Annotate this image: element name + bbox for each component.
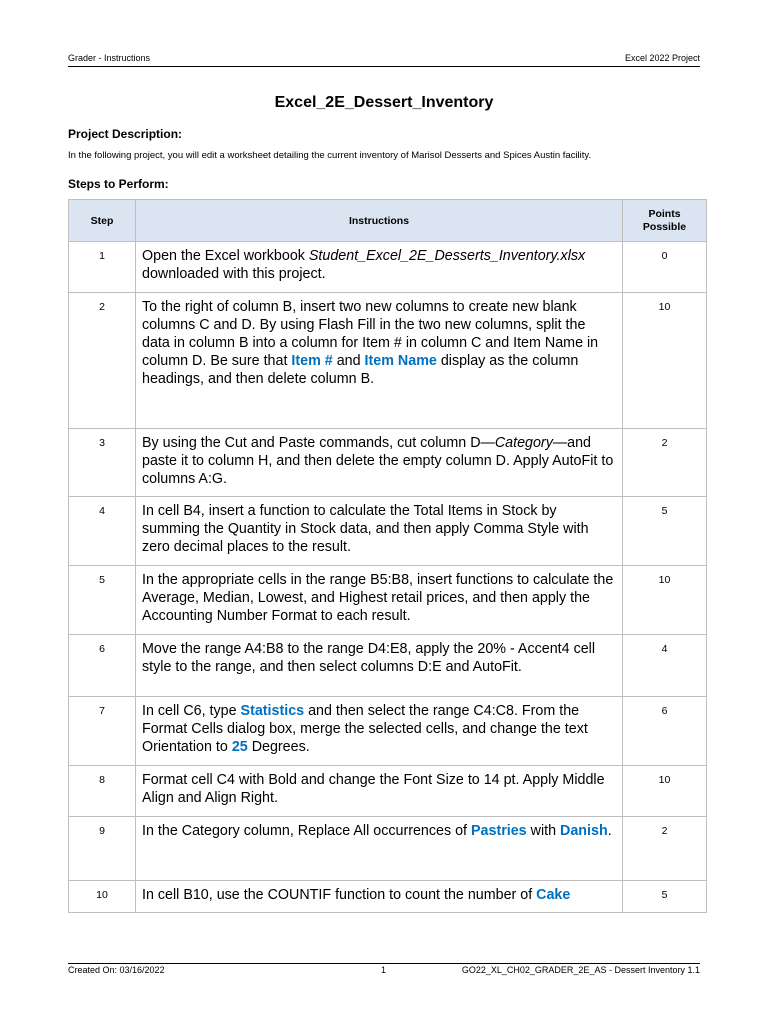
- instruction-text: Open the Excel workbook: [142, 248, 309, 264]
- instruction-text: Move the range A4:B8 to the range D4:E8, apply the 20% - Accent4 cell style to the range, and then select columns D:E and AutoFit.: [142, 641, 596, 675]
- project-description-heading: Project Description:: [68, 127, 183, 141]
- table-row: [69, 242, 707, 293]
- points-value: 5: [623, 881, 707, 913]
- instruction-text: To the right of column B, insert two new columns to create new blank columns C and D. By using Flash Fill in the two new columns, split the data in column B into a column for Item # in column C and Item Name in column D. Be sure that: [142, 299, 599, 369]
- table-row: [69, 817, 707, 881]
- step-instruction: [136, 293, 623, 429]
- emphasis-text: 25: [231, 739, 248, 755]
- step-number: 4: [69, 497, 136, 566]
- instruction-text: In the appropriate cells in the range B5:B8, insert functions to calculate the Average, Median, Lowest, and Highest retail prices, and then apply the Accounting Number Format to each result.: [142, 572, 614, 624]
- points-value: 10: [623, 766, 707, 817]
- instruction-text: In cell C6, type: [142, 703, 241, 719]
- step-instruction: [136, 697, 623, 766]
- table-row: [69, 293, 707, 429]
- table-header-row: [69, 200, 707, 242]
- emphasis-text: Statistics: [240, 703, 305, 719]
- footer-document-code: GO22_XL_CH02_GRADER_2E_AS - Dessert Inventory 1.1: [461, 965, 700, 975]
- step-instruction: [136, 635, 623, 697]
- step-number: 1: [69, 242, 136, 293]
- points-value: 4: [623, 635, 707, 697]
- step-number: 7: [69, 697, 136, 766]
- step-number: 8: [69, 766, 136, 817]
- step-number: 3: [69, 429, 136, 497]
- header-divider: [68, 66, 700, 67]
- points-value: 2: [623, 817, 707, 881]
- table-row: [69, 635, 707, 697]
- steps-table: [68, 199, 707, 913]
- footer-created-date: Created On: 03/16/2022: [68, 965, 165, 975]
- document-title: Excel_2E_Dessert_Inventory: [274, 94, 494, 111]
- instruction-text: In the Category column, Replace All occurrences of: [142, 823, 471, 839]
- step-number: 2: [69, 293, 136, 429]
- footer-divider: [68, 963, 700, 964]
- emphasis-text: Item #: [291, 353, 333, 369]
- table-row: [69, 429, 707, 497]
- header-left-text: Grader - Instructions: [68, 53, 151, 63]
- step-column-header: Step: [69, 200, 136, 242]
- table-row: [69, 697, 707, 766]
- instruction-text: In cell B10, use the COUNTIF function to count the number of: [142, 887, 537, 903]
- points-column-header: [623, 200, 707, 242]
- instruction-text: display as the column headings, and then delete column B.: [142, 353, 579, 387]
- italic-text: Category: [494, 435, 553, 451]
- step-number: 5: [69, 566, 136, 635]
- instruction-text: Format cell C4 with Bold and change the Font Size to 14 pt. Apply Middle Align and Align Right.: [142, 772, 605, 806]
- points-value: 2: [623, 429, 707, 497]
- table-row: [69, 766, 707, 817]
- project-description-text: In the following project, you will edit a worksheet detailing the current inventory of Marisol Desserts and Spices Austin facility.: [68, 150, 592, 161]
- italic-text: Student_Excel_2E_Desserts_Inventory.xlsx: [308, 248, 586, 264]
- step-instruction: [136, 429, 623, 497]
- table-row: [69, 497, 707, 566]
- instruction-text: downloaded with this project.: [142, 266, 326, 282]
- instruction-text: —and paste it to column H, and then delete the empty column D. Apply AutoFit to columns A:G.: [142, 435, 614, 487]
- points-value: 10: [623, 293, 707, 429]
- instruction-text: Degrees.: [247, 739, 310, 755]
- step-number: 10: [69, 881, 136, 913]
- emphasis-text: Cake: [536, 887, 571, 903]
- step-instruction: [136, 497, 623, 566]
- instructions-column-header: Instructions: [136, 200, 623, 242]
- step-instruction: [136, 817, 623, 881]
- step-number: 6: [69, 635, 136, 697]
- points-value: 0: [623, 242, 707, 293]
- instruction-text: and: [332, 353, 365, 369]
- step-instruction: [136, 566, 623, 635]
- points-column-header-label: Points Possible: [642, 207, 687, 233]
- steps-heading: Steps to Perform:: [68, 177, 169, 191]
- header-right-text: Excel 2022 Project: [624, 53, 700, 63]
- points-value: 10: [623, 566, 707, 635]
- emphasis-text: Danish: [560, 823, 608, 839]
- points-value: 5: [623, 497, 707, 566]
- step-instruction: [136, 766, 623, 817]
- step-number: 9: [69, 817, 136, 881]
- emphasis-text: Pastries: [471, 823, 527, 839]
- instruction-text: By using the Cut and Paste commands, cut column D—: [142, 435, 495, 451]
- instruction-text: and then select the range C4:C8. From the Format Cells dialog box, merge the selected cells, and change the text Orientation to: [142, 703, 588, 755]
- table-row: [69, 566, 707, 635]
- emphasis-text: Item Name: [364, 353, 437, 369]
- instruction-text: with: [526, 823, 561, 839]
- step-instruction: [136, 242, 623, 293]
- footer-page-number: 1: [381, 965, 387, 975]
- instruction-text: In cell B4, insert a function to calculate the Total Items in Stock by summing the Quantity in Stock data, and then apply Comma Style with zero decimal places to the result.: [142, 503, 589, 555]
- table-row: [69, 881, 707, 913]
- points-value: 6: [623, 697, 707, 766]
- step-instruction: [136, 881, 623, 913]
- instruction-text: .: [607, 823, 612, 839]
